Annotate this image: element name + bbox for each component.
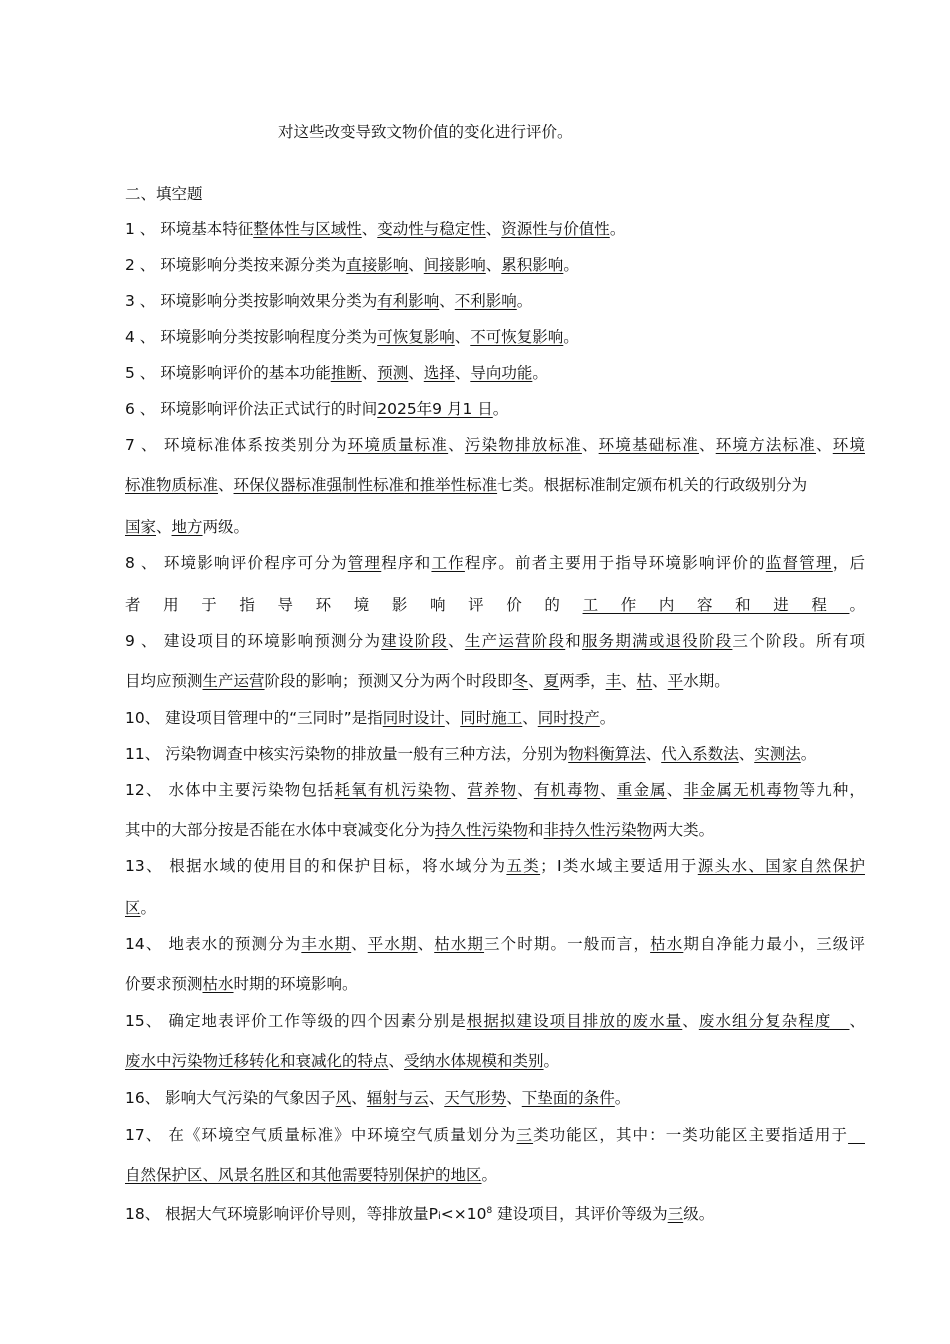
subscript: i bbox=[438, 1211, 441, 1222]
question-text: 类功能区，其中：一类功能区主要指适用于 bbox=[533, 1126, 849, 1144]
question-text: 、 bbox=[408, 256, 424, 274]
answer-blank: 环保仪器标准 bbox=[233, 476, 327, 494]
question-number: 2 、 bbox=[125, 256, 161, 274]
question-text: 环境影响评价的基本功能 bbox=[160, 364, 331, 382]
question-text: 价要求预测 bbox=[125, 975, 203, 993]
answer-blank: 丰水期 bbox=[301, 935, 352, 953]
question-14-line-2 bbox=[125, 973, 865, 995]
answer-blank: 源头水、国家自然保护 bbox=[697, 857, 865, 875]
question-text: 环境标准体系按类别分为 bbox=[163, 436, 348, 454]
question-text: 时期的环境影响。 bbox=[233, 975, 358, 993]
question-text: 、 bbox=[450, 781, 468, 799]
question-text: 、 bbox=[361, 364, 378, 382]
answer-blank: 和推举性标准 bbox=[404, 476, 498, 494]
answer-blank: 实测法 bbox=[754, 745, 801, 763]
answer-blank: 环境方法标准 bbox=[715, 436, 817, 454]
question-number: 10、 bbox=[125, 709, 166, 727]
answer-blank: 区 bbox=[125, 899, 141, 917]
question-text: 环境影响分类按影响效果分类为 bbox=[160, 292, 378, 310]
answer-blank: 辐射与云 bbox=[366, 1089, 429, 1107]
answer-blank: 地方 bbox=[171, 518, 203, 536]
question-text: 、 bbox=[666, 781, 684, 799]
answer-blank: 代入系数法 bbox=[661, 745, 739, 763]
question-4-line-1 bbox=[125, 326, 865, 348]
continuation-text: 对这些改变导致文物价值的变化进行评价。 bbox=[278, 123, 573, 141]
question-10-line-1 bbox=[125, 707, 865, 729]
question-12-line-1 bbox=[125, 779, 865, 801]
question-text: 影响大气污染的气象因子 bbox=[165, 1089, 336, 1107]
question-17-line-1 bbox=[125, 1124, 865, 1146]
answer-blank: 建设阶段 bbox=[381, 632, 449, 650]
question-text: 、 bbox=[444, 709, 461, 727]
question-text: 在《环境空气质量标准》中环境空气质量划分为 bbox=[168, 1126, 517, 1144]
question-text: 。 bbox=[609, 220, 626, 238]
answer-blank: 工作内容和进程 bbox=[582, 596, 850, 614]
question-text: 污染物调查中核实污染物的排放量一般有三种方法，分别为 bbox=[165, 745, 569, 763]
question-text: 、 bbox=[454, 328, 471, 346]
question-text: 、 bbox=[485, 256, 502, 274]
question-text: 、 bbox=[156, 518, 172, 536]
answer-blank: 三 bbox=[516, 1126, 534, 1144]
question-text: 、 bbox=[218, 476, 234, 494]
question-1-line-1 bbox=[125, 218, 865, 240]
question-text: 、 bbox=[738, 745, 755, 763]
question-text: 两季， bbox=[559, 672, 606, 690]
answer-blank: 营养物 bbox=[467, 781, 518, 799]
question-number: 7 、 bbox=[125, 436, 164, 454]
answer-blank: 丰 bbox=[605, 672, 622, 690]
question-text: 。 bbox=[563, 256, 579, 274]
question-text: 环境影响评价程序可分为 bbox=[163, 554, 348, 572]
answer-blank: 平 bbox=[667, 672, 684, 690]
question-text: ，后 bbox=[832, 554, 865, 572]
answer-blank: 耗氧有机污染物 bbox=[334, 781, 451, 799]
question-text: 三个时期。一般而言， bbox=[484, 935, 651, 953]
question-text: 阶段的影响；预测又分为两个时段即 bbox=[264, 672, 513, 690]
answer-blank: 资源性与价值性 bbox=[501, 220, 610, 238]
question-text: 水期。 bbox=[683, 672, 730, 690]
answer-blank: 环境质量标准 bbox=[347, 436, 449, 454]
question-9-line-2 bbox=[125, 670, 865, 692]
question-text: 、 bbox=[600, 781, 617, 799]
question-text: 。 bbox=[492, 400, 509, 418]
answer-blank: 选择 bbox=[423, 364, 455, 382]
answer-blank: 有利影响 bbox=[377, 292, 440, 310]
answer-blank bbox=[848, 1126, 865, 1144]
answer-blank: 非持久性污染物 bbox=[543, 821, 653, 839]
question-text: ；Ⅰ类水域主要适用于 bbox=[540, 857, 698, 875]
answer-blank: 污染物排放标准 bbox=[464, 436, 582, 454]
answer-blank: 预测 bbox=[377, 364, 409, 382]
answer-blank: 导向功能 bbox=[470, 364, 533, 382]
question-text: 、 bbox=[621, 672, 637, 690]
question-text: 建设项目，其评价等级为 bbox=[492, 1205, 668, 1223]
question-text: 等九种， bbox=[799, 781, 865, 799]
question-text: 、 bbox=[652, 672, 668, 690]
question-13-line-2 bbox=[125, 897, 865, 919]
question-5-line-1 bbox=[125, 362, 865, 384]
answer-blank: 2025年9 月1 日 bbox=[377, 400, 493, 418]
answer-blank: 同时设计 bbox=[382, 709, 445, 727]
question-text: 。 bbox=[563, 328, 579, 346]
question-text: 、 bbox=[849, 1012, 865, 1030]
answer-blank: 环境 bbox=[832, 436, 865, 454]
answer-blank: 夏 bbox=[543, 672, 560, 690]
question-text: 两大类。 bbox=[652, 821, 715, 839]
answer-blank: 自然保护区、风景名胜区和其他需要特别保护的地区 bbox=[125, 1166, 482, 1184]
question-text: 、 bbox=[448, 436, 465, 454]
answer-blank: 管理 bbox=[347, 554, 382, 572]
answer-blank: 不可恢复影响 bbox=[470, 328, 564, 346]
question-number: 18、 bbox=[125, 1205, 166, 1223]
question-15-line-1 bbox=[125, 1010, 865, 1032]
answer-blank: 枯 bbox=[636, 672, 653, 690]
answer-blank: 可恢复影响 bbox=[377, 328, 455, 346]
question-number: 13、 bbox=[125, 857, 170, 875]
question-text: 者用于指导环境影响评价的 bbox=[125, 596, 583, 614]
question-text: 、 bbox=[522, 709, 538, 727]
answer-blank: 累积影响 bbox=[501, 256, 564, 274]
question-text: 、 bbox=[417, 935, 435, 953]
question-text: 环境影响分类按影响程度分类为 bbox=[160, 328, 378, 346]
question-number: 8 、 bbox=[125, 554, 164, 572]
question-text: 、 bbox=[485, 220, 502, 238]
answer-blank: 整体性与区域性 bbox=[253, 220, 362, 238]
question-6-line-1 bbox=[125, 398, 865, 420]
question-text: 、 bbox=[408, 364, 424, 382]
question-number: 16、 bbox=[125, 1089, 166, 1107]
answer-blank: 有机毒物 bbox=[533, 781, 601, 799]
answer-blank: 持久性污染物 bbox=[435, 821, 529, 839]
question-text: 和 bbox=[528, 821, 544, 839]
answer-blank: 根据拟建设项目排放的废水量 bbox=[466, 1012, 683, 1030]
question-text: 、 bbox=[517, 781, 534, 799]
question-text: 地表水的预测分为 bbox=[168, 935, 302, 953]
question-number: 15、 bbox=[125, 1012, 169, 1030]
question-number: 1 、 bbox=[125, 220, 161, 238]
answer-blank: 国家 bbox=[125, 518, 157, 536]
answer-blank: 废水组分复杂程度 bbox=[698, 1012, 850, 1030]
question-text: 、 bbox=[698, 436, 716, 454]
superscript: 8 bbox=[486, 1206, 493, 1216]
question-number: 5 、 bbox=[125, 364, 161, 382]
question-text: 。 bbox=[543, 1052, 560, 1070]
question-text: 和 bbox=[565, 632, 582, 650]
question-text: <×10 bbox=[440, 1205, 487, 1223]
answer-blank: 天气形势 bbox=[444, 1089, 507, 1107]
question-text: 环境基本特征 bbox=[160, 220, 254, 238]
question-text: 、 bbox=[448, 632, 465, 650]
answer-blank: 标准物质标准 bbox=[125, 476, 219, 494]
answer-blank: 平水期 bbox=[367, 935, 418, 953]
question-text: 。 bbox=[481, 1166, 498, 1184]
answer-blank: 变动性与稳定性 bbox=[377, 220, 486, 238]
answer-blank: 间接影响 bbox=[423, 256, 486, 274]
question-15-line-2 bbox=[125, 1050, 865, 1072]
answer-blank: 不利影响 bbox=[454, 292, 517, 310]
answer-blank: 风 bbox=[335, 1089, 352, 1107]
answer-blank: 强制性标准 bbox=[326, 476, 405, 494]
answer-blank: 下垫面的条件 bbox=[521, 1089, 615, 1107]
answer-blank: 环境基础标准 bbox=[598, 436, 699, 454]
question-text: 根据水域的使用目的和保护目标，将水域分为 bbox=[169, 857, 507, 875]
question-text: 级。 bbox=[683, 1205, 715, 1223]
question-text: 其中的大部分按是否能在水体中衰减变化分为 bbox=[125, 821, 436, 839]
answer-blank: 服务期满或退役阶段 bbox=[581, 632, 733, 650]
question-text: 环境影响分类按来源分类为 bbox=[160, 256, 347, 274]
question-text: 、 bbox=[351, 1089, 367, 1107]
question-text: 、 bbox=[581, 436, 599, 454]
question-text: 程序。前者主要用于指导环境影响评价的 bbox=[464, 554, 766, 572]
question-text: 、 bbox=[816, 436, 833, 454]
answer-blank: 监督管理 bbox=[765, 554, 833, 572]
question-7-line-2 bbox=[125, 474, 865, 496]
question-text: 、 bbox=[388, 1052, 405, 1070]
question-number: 4 、 bbox=[125, 328, 161, 346]
question-text: 期自净能力最小，三级评 bbox=[683, 935, 865, 953]
question-text: 。 bbox=[800, 745, 817, 763]
answer-blank: 枯水 bbox=[202, 975, 234, 993]
question-text: 目均应预测 bbox=[125, 672, 203, 690]
question-text: 、 bbox=[454, 364, 471, 382]
question-number: 14、 bbox=[125, 935, 169, 953]
question-number: 9 、 bbox=[125, 632, 164, 650]
question-number: 17、 bbox=[125, 1126, 169, 1144]
question-text: 。 bbox=[599, 709, 616, 727]
question-text: 、 bbox=[351, 935, 368, 953]
question-14-line-1 bbox=[125, 933, 865, 955]
answer-blank: 推断 bbox=[330, 364, 362, 382]
question-8-line-2 bbox=[125, 594, 865, 616]
question-number: 11、 bbox=[125, 745, 166, 763]
question-text: 确定地表评价工作等级的四个因素分别是 bbox=[168, 1012, 467, 1030]
question-text: 建设项目的环境影响预测分为 bbox=[163, 632, 382, 650]
question-2-line-1 bbox=[125, 254, 865, 276]
answer-blank: 生产运营阶段 bbox=[464, 632, 566, 650]
question-number: 12、 bbox=[125, 781, 169, 799]
answer-blank: 同时投产 bbox=[537, 709, 600, 727]
answer-blank: 直接影响 bbox=[346, 256, 409, 274]
question-text: 两级。 bbox=[202, 518, 250, 536]
question-text: 七类。根据标准制定颁布机关的行政级别分为 bbox=[497, 476, 808, 494]
question-16-line-1 bbox=[125, 1087, 865, 1109]
answer-blank: 废水中污染物迁移转化和衰减化的特点 bbox=[125, 1052, 389, 1070]
question-number: 6 、 bbox=[125, 400, 161, 418]
question-text: 根据大气环境影响评价导则，等排放量P bbox=[165, 1205, 439, 1223]
question-8-line-1 bbox=[125, 552, 865, 574]
question-7-line-1 bbox=[125, 434, 865, 456]
question-text: 、 bbox=[506, 1089, 522, 1107]
question-text: 、 bbox=[682, 1012, 699, 1030]
answer-blank: 三 bbox=[667, 1205, 684, 1223]
answer-blank: 非金属无机毒物 bbox=[683, 781, 800, 799]
question-13-line-1 bbox=[125, 855, 865, 877]
answer-blank: 枯水 bbox=[650, 935, 684, 953]
answer-blank: 同时施工 bbox=[460, 709, 523, 727]
question-18-line-1 bbox=[125, 1200, 865, 1228]
question-text: 三个阶段。所有项 bbox=[732, 632, 865, 650]
question-text: 。 bbox=[532, 364, 548, 382]
answer-blank: 冬 bbox=[512, 672, 529, 690]
answer-blank: 受纳水体规模和类别 bbox=[404, 1052, 544, 1070]
question-11-line-1 bbox=[125, 743, 865, 765]
answer-blank: 重金属 bbox=[616, 781, 667, 799]
question-12-line-2 bbox=[125, 819, 865, 841]
question-text: 水体中主要污染物包括 bbox=[168, 781, 335, 799]
question-number: 3 、 bbox=[125, 292, 161, 310]
question-3-line-1 bbox=[125, 290, 865, 312]
question-text: 、 bbox=[645, 745, 662, 763]
question-7-line-3 bbox=[125, 516, 865, 538]
answer-blank: 物料衡算法 bbox=[568, 745, 646, 763]
question-17-line-2 bbox=[125, 1164, 865, 1186]
question-text: 。 bbox=[614, 1089, 631, 1107]
question-text: 、 bbox=[439, 292, 455, 310]
question-text: 环境影响评价法正式试行的时间 bbox=[160, 400, 378, 418]
question-9-line-1 bbox=[125, 630, 865, 652]
section-heading: 二、填空题 bbox=[125, 185, 203, 203]
question-text: 。 bbox=[849, 596, 865, 614]
question-text: 、 bbox=[361, 220, 378, 238]
question-text: 、 bbox=[428, 1089, 445, 1107]
question-text: 程序和 bbox=[381, 554, 432, 572]
answer-blank: 五类 bbox=[506, 857, 541, 875]
question-text: 、 bbox=[528, 672, 544, 690]
question-text: 。 bbox=[516, 292, 533, 310]
answer-blank: 生产运营 bbox=[202, 672, 265, 690]
answer-blank: 枯水期 bbox=[434, 935, 485, 953]
answer-blank: 工作 bbox=[431, 554, 465, 572]
question-text: 建设项目管理中的“三同时”是指 bbox=[165, 709, 383, 727]
question-text: 。 bbox=[140, 899, 157, 917]
